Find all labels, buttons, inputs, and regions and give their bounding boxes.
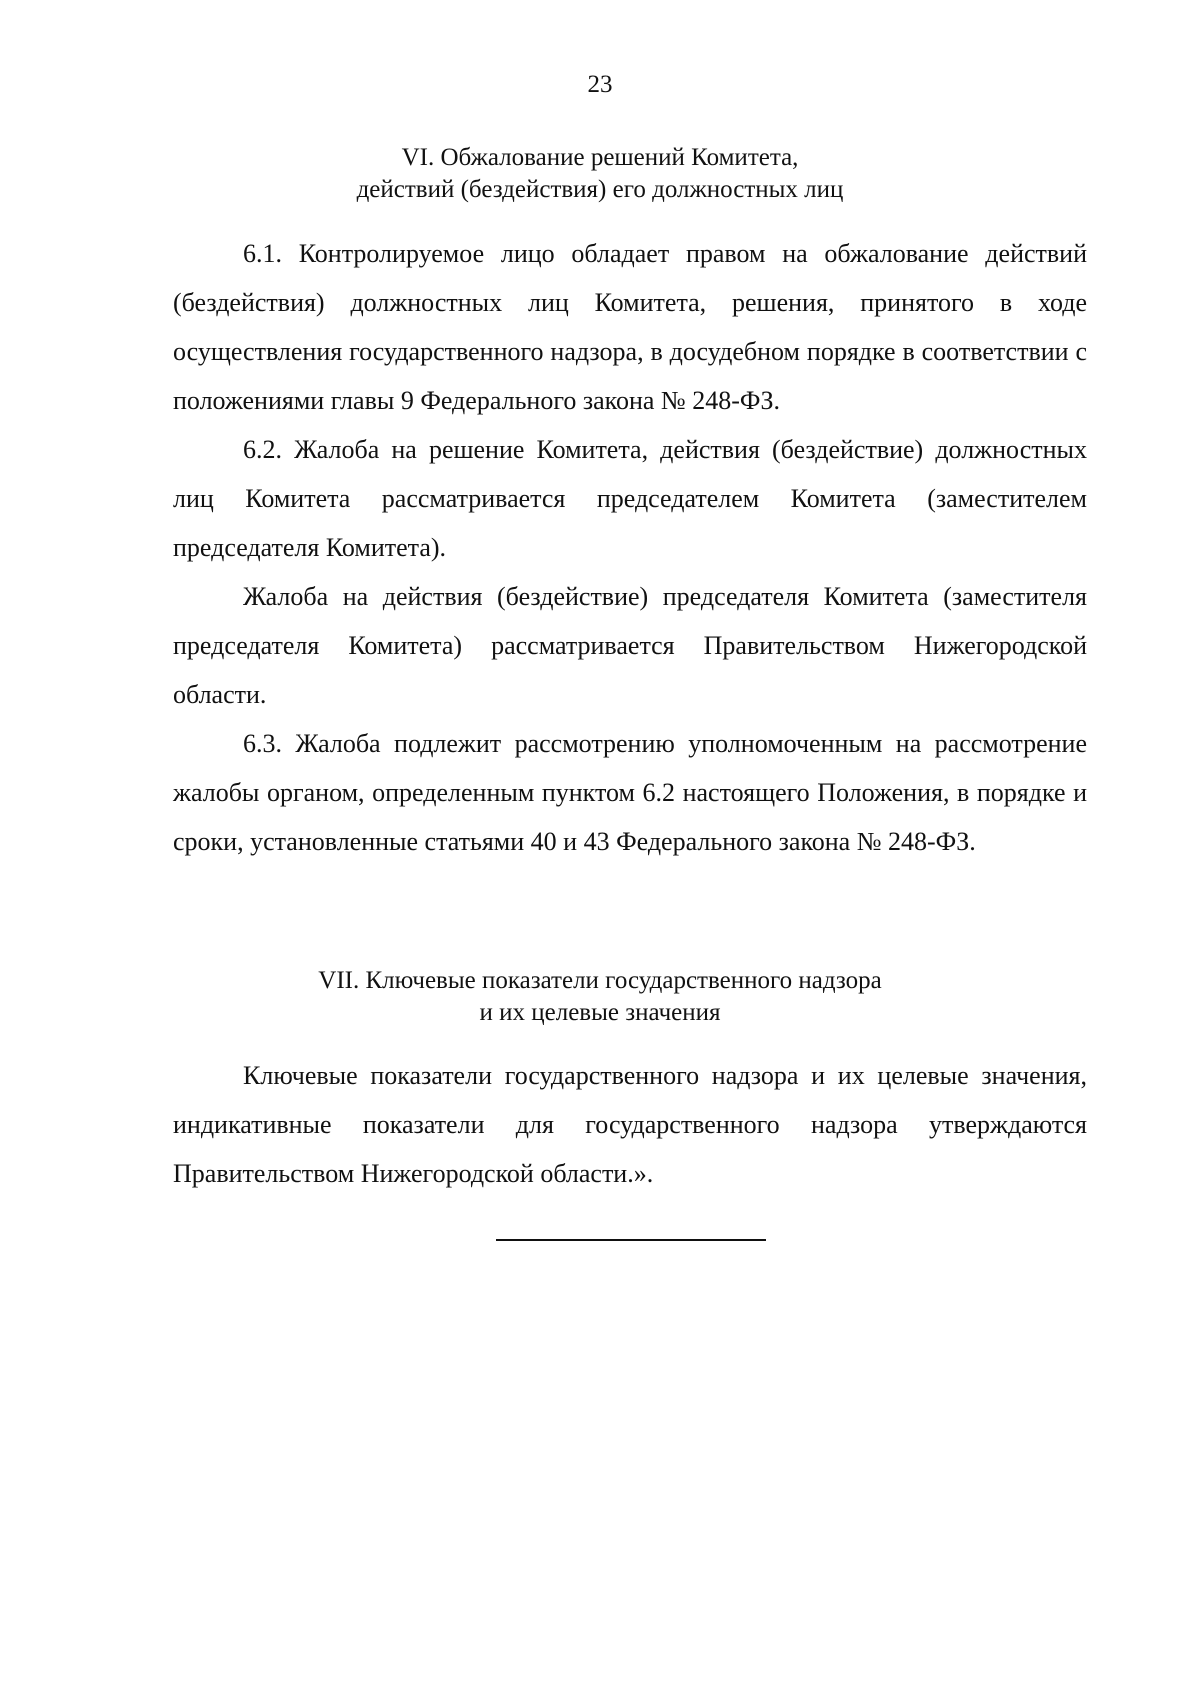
section-7-title-line-2: и их целевые значения (479, 999, 721, 1026)
section-6-body (173, 229, 1087, 866)
section-6-title-line-2: действий (бездействия) его должностных лиц (356, 176, 844, 203)
paragraph-6-2: 6.2. Жалоба на решение Комитета, действия (бездействие) должностных лиц Комитета рассматривается председателем Комитета (заместителем председателя Комитета). (173, 435, 1087, 562)
paragraph-6-3: 6.3. Жалоба подлежит рассмотрению уполномоченным на рассмотрение жалобы органом, определенным пунктом 6.2 настоящего Положения, в порядке и сроки, установленные статьями 40 и 43 Федерального закона № 248-ФЗ. (173, 729, 1087, 856)
paragraph-7: Ключевые показатели государственного надзора и их целевые значения, индикативные показатели для государственного надзора утверждаются Правительством Нижегородской области.». (173, 1061, 1087, 1188)
section-6-heading (0, 142, 1200, 206)
page-number: 23 (587, 71, 613, 98)
paragraph-6-2-continued: Жалоба на действия (бездействие) председателя Комитета (заместителя председателя Комитета) рассматривается Правительством Нижегородской области. (173, 582, 1087, 709)
paragraph-6-1: 6.1. Контролируемое лицо обладает правом на обжалование действий (бездействия) должностных лиц Комитета, решения, принятого в ходе осуществления государственного надзора, в досудебном порядке в соответствии с положениями главы 9 Федерального закона № 248-ФЗ. (173, 239, 1087, 415)
section-7-body (173, 1051, 1087, 1198)
closing-divider (496, 1239, 766, 1241)
section-6-title-line-1: VI. Обжалование решений Комитета, (401, 144, 799, 171)
section-7-title-line-1: VII. Ключевые показатели государственного надзора (318, 967, 882, 994)
section-7-heading (0, 965, 1200, 1029)
